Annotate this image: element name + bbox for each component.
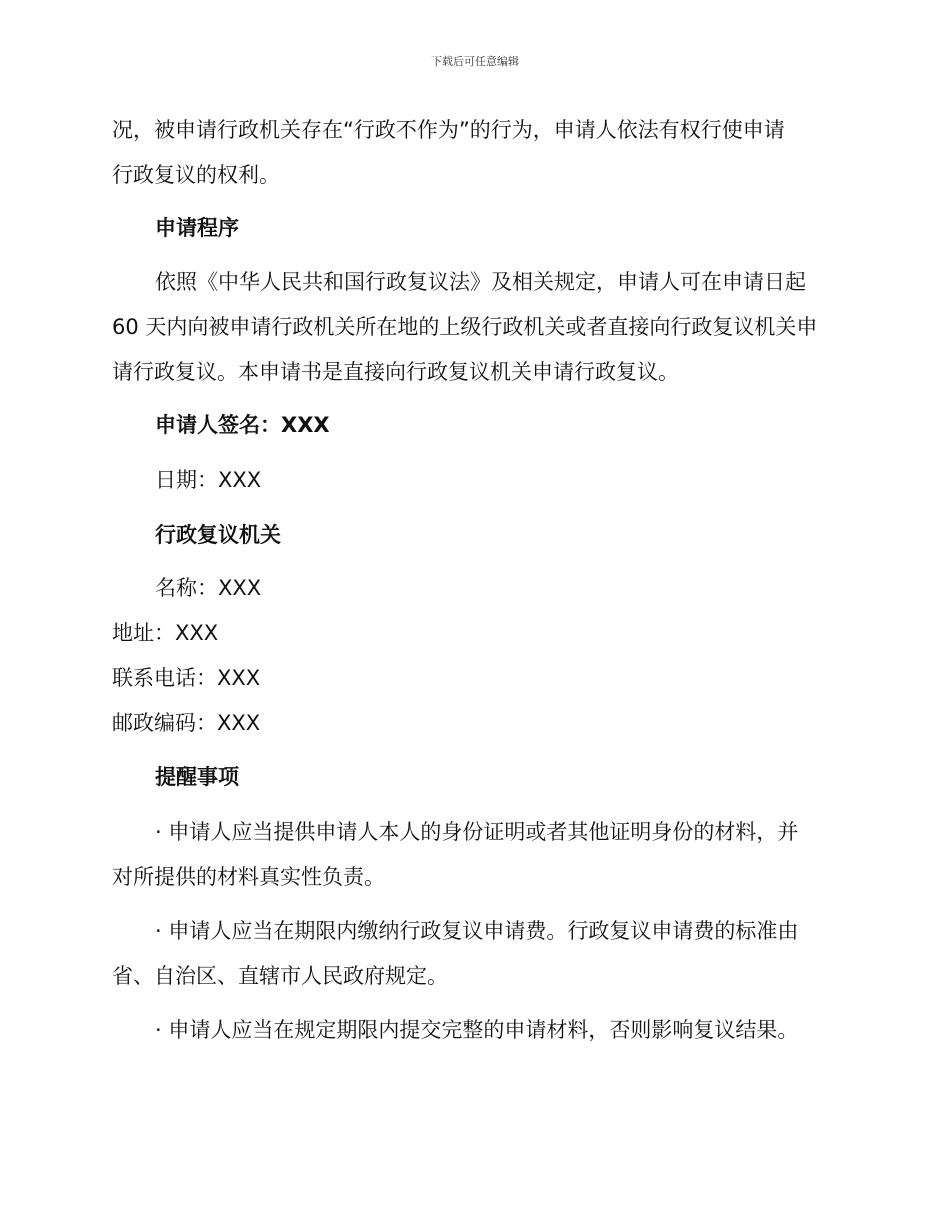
reminder-1-line-1: · 申请人应当提供申请人本人的身份证明或者其他证明身份的材料，并 bbox=[155, 820, 799, 844]
reminder-2-line-2: 省、自治区、直辖市人民政府规定。 bbox=[112, 964, 448, 988]
agency-postcode: 邮政编码：XXX bbox=[112, 711, 261, 735]
agency-phone: 联系电话：XXX bbox=[112, 666, 261, 690]
intro-line-1: 况，被申请行政机关存在“行政不作为”的行为，申请人依法有权行使申请 bbox=[112, 118, 785, 142]
procedure-heading: 申请程序 bbox=[155, 216, 239, 240]
agency-name: 名称：XXX bbox=[155, 576, 262, 600]
intro-line-2: 行政复议的权利。 bbox=[112, 163, 280, 187]
reminder-2-line-1: · 申请人应当在期限内缴纳行政复议申请费。行政复议申请费的标准由 bbox=[155, 919, 799, 943]
procedure-line-2: 60 天内向被申请行政机关所在地的上级行政机关或者直接向行政复议机关申 bbox=[112, 315, 818, 339]
procedure-line-3: 请行政复议。本申请书是直接向行政复议机关申请行政复议。 bbox=[112, 360, 679, 384]
reminder-1-line-2: 对所提供的材料真实性负责。 bbox=[112, 865, 385, 889]
reminders-heading: 提醒事项 bbox=[155, 765, 239, 789]
agency-heading: 行政复议机关 bbox=[155, 523, 281, 547]
page-header: 下载后可任意编辑 bbox=[431, 55, 519, 68]
reminder-3-line-1: · 申请人应当在规定期限内提交完整的申请材料，否则影响复议结果。 bbox=[155, 1018, 799, 1042]
signature-date: 日期：XXX bbox=[155, 468, 262, 492]
agency-address: 地址：XXX bbox=[112, 621, 219, 645]
procedure-line-1: 依照《中华人民共和国行政复议法》及相关规定，申请人可在申请日起 bbox=[155, 270, 806, 294]
signature-label: 申请人签名：XXX bbox=[155, 413, 330, 437]
